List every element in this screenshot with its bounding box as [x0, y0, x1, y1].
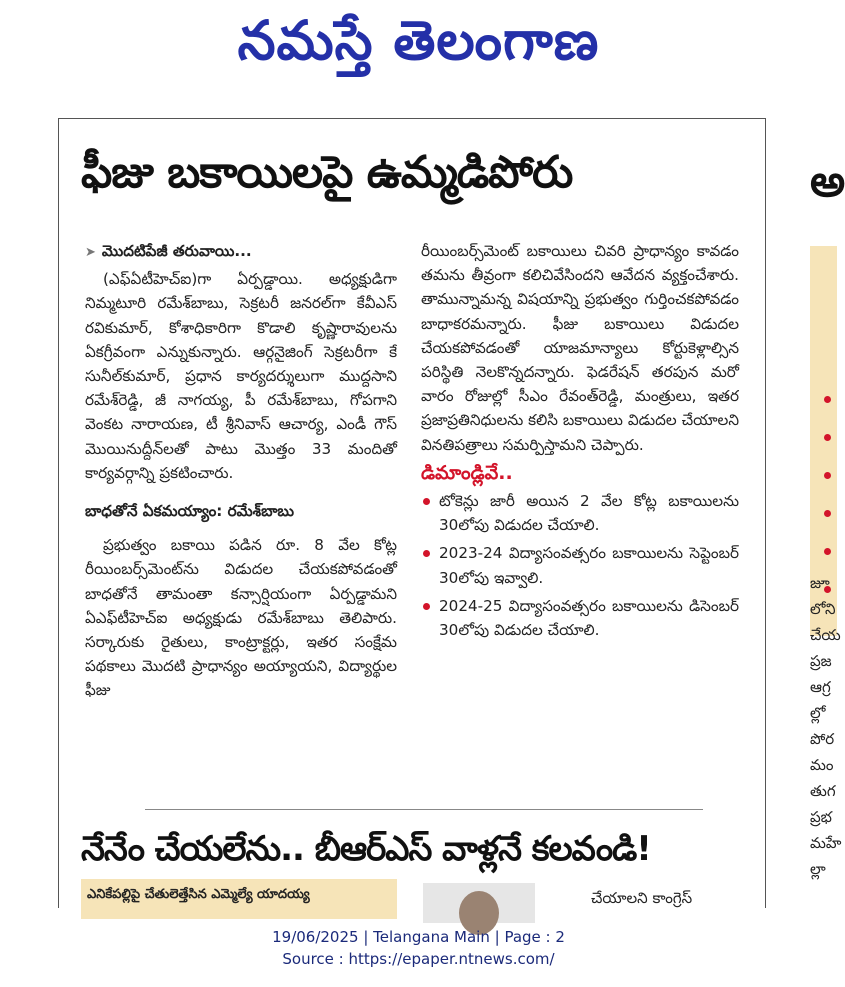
bullet-icon [824, 396, 831, 403]
adjacent-text-fragment: జూ [810, 574, 830, 592]
article-subheading: బాధతోనే ఏకమయ్యాం: రమేశ్‌బాబు [85, 502, 295, 521]
bullet-icon [824, 548, 831, 555]
footer-source-link[interactable]: Source : https://epaper.ntnews.com/ [282, 950, 555, 968]
article-column-left [85, 239, 397, 703]
adjacent-text-fragment: లోని [810, 600, 836, 618]
second-article-kicker: ఎనికేపల్లిపై చేతులెత్తేసిన ఎమ్మెల్యే యాదయ్య [81, 879, 397, 919]
second-article-text: చేయాలని కాంగ్రెస్ [591, 889, 693, 907]
adjacent-text-fragment: ప్రజ [810, 652, 832, 670]
newspaper-masthead: నమస్తే తెలంగాణ [237, 9, 600, 72]
footer-date-edition: 19/06/2025 | Telangana Main | Page : 2 [272, 928, 565, 946]
article-paragraph: (ఎఫ్ఏటీహెచ్ఐ)గా ఏర్పడ్డాయి. అధ్యక్షుడిగా నిమ్మటూరి రమేశ్‌బాబు, సెక్రటరీ జనరల్‌గా కేవీఎస్ రవికుమార్, కోశాధికారిగా కొడాలి కృష్ణారావులను ఏకగ్రీవంగా ఎన్నుకున్నారు. ఆర్గనైజింగ్ సెక్రటరీగా కే సునీల్‌కుమార్, ప్రధాన కార్యదర్శులుగా ముద్దసాని రమేశ్‌రెడ్డి, జీ నాగయ్య, పీ రమేశ్‌బాబు, గోపగాని వెంకట నారాయణ, టీ శ్రీనివాస్ ఆచార్య, ఎండీ గౌస్ మొయినుద్దీన్‌లతో పాటు మొత్తం 33 మందితో కార్యవర్గాన్ని ప్రకటించారు. [85, 270, 397, 482]
adjacent-text-fragment: పోర [810, 730, 835, 748]
bullet-icon [824, 434, 831, 441]
demands-heading: డిమాండ్లివే.. [421, 461, 513, 484]
adjacent-text-fragment: ల్లో [810, 704, 826, 722]
adjacent-text-fragment: ల్లా [810, 860, 826, 878]
article-panel [58, 118, 766, 908]
adjacent-text-fragment: చేయ [810, 626, 841, 644]
bullet-icon [824, 510, 831, 517]
adjacent-text-fragment: తుగ [810, 782, 836, 800]
adjacent-text-fragment: ఆగ్ర [810, 678, 831, 696]
demand-list-item: 2023-24 విద్యాసంవత్సరం బకాయిలను సెప్టెంబర్ 30లోపు ఇవ్వాలి. [421, 541, 739, 589]
adjacent-text-fragment: మం [810, 756, 834, 774]
adjacent-headline-fragment: అ [810, 156, 845, 207]
portrait-photo [423, 883, 535, 923]
bullet-icon [824, 472, 831, 479]
article-paragraph: రీయింబర్స్‌మెంట్ బకాయిలు చివరి ప్రాధాన్యం కావడం తమను తీవ్రంగా కలిచివేసిందని ఆవేదన వ్యక్తంచేశారు. తామున్నామన్న విషయాన్ని ప్రభుత్వం గుర్తించకపోవడం బాధాకరమన్నారు. ఫీజు బకాయిలు విడుదల చేయకపోవడంతో యాజమాన్యాలు కోర్టుకెళ్లాల్సిన పరిస్థితి నెలకొన్నదన్నారు. ఫెడరేషన్ తరపున మరో వారం రోజుల్లో సీఎం రేవంత్‌రెడ్డి, మంత్రులు, ఇతర ప్రజాప్రతినిధులను కలిసి బకాయిలు విడుదల చేయాలని వినతిపత్రాలు సమర్పిస్తామని చెప్పారు. [421, 242, 739, 454]
demand-list-item: టోకెన్లు జారీ అయిన 2 వేల కోట్ల బకాయిలను 30లోపు విడుదల చేయాలి. [421, 489, 739, 537]
article-paragraph: ప్రభుత్వం బకాయి పడిన రూ. 8 వేల కోట్ల రీయింబర్స్‌మెంట్‌ను విడుదల చేయకపోవడంతో బాధతోనే తామంతా కన్సార్షియంగా ఏర్పడ్డామని ఏఎఫ్‌టీహెచ్ఐ అధ్యక్షుడు రమేశ్‌బాబు తెలిపారు. సర్కారుకు రైతులు, కాంట్రాక్టర్లు, ఇతర సంక్షేమ పథకాలు మొదటి ప్రాధాన్యం అయ్యాయని, విద్యార్థుల ఫీజు [85, 536, 397, 700]
article-dateline [85, 239, 397, 265]
demand-list-item: 2024-25 విద్యాసంవత్సరం బకాయిలను డిసెంబర్ 30లోపు విడుదల చేయాలి. [421, 594, 739, 642]
page-footer [0, 926, 837, 970]
section-divider [145, 809, 703, 810]
adjacent-text-fragment: ప్రభ [810, 808, 832, 826]
article-headline: ఫీజు బకాయిలపై ఉమ్మడిపోరు [81, 147, 573, 198]
adjacent-text-fragment: మహే [810, 834, 842, 852]
second-article-headline: నేనేం చేయలేను.. బీఆర్ఎస్ వాళ్లనే కలవండి! [81, 829, 651, 869]
article-column-right [421, 239, 739, 646]
adjacent-article-edge [810, 118, 845, 908]
chevron-right-icon: ➤ [85, 245, 96, 260]
dateline-text: మొదటిపేజీ తరువాయి... [101, 242, 252, 260]
